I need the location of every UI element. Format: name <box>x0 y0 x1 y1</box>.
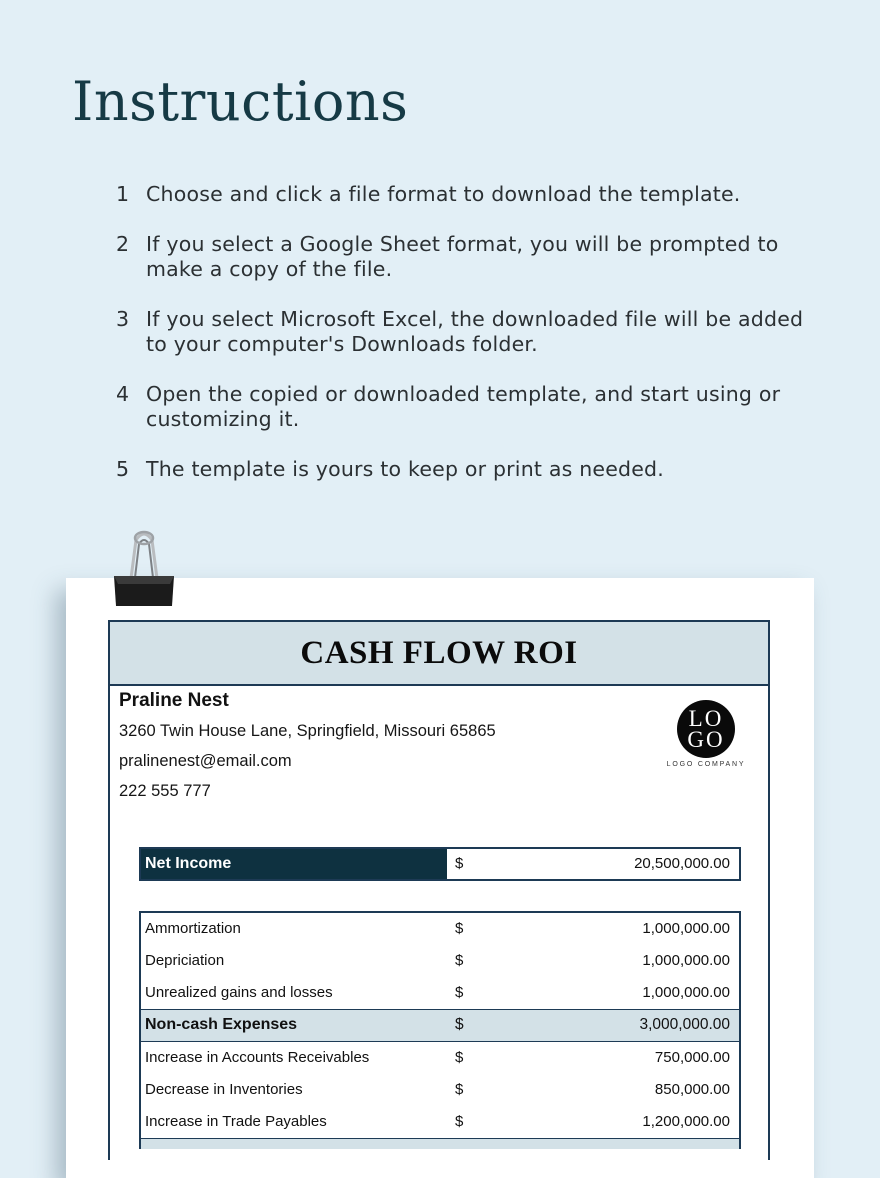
logo-text-line1: LO <box>688 706 724 731</box>
company-logo <box>666 700 746 768</box>
company-address: 3260 Twin House Lane, Springfield, Missouri 65865 <box>119 722 496 740</box>
subtotal-label: Non-cash Expenses <box>145 1016 298 1033</box>
row-currency: $ <box>455 1113 464 1130</box>
company-info <box>119 688 496 806</box>
company-name: Praline Nest <box>119 690 229 711</box>
net-income-value: 20,500,000.00 <box>634 855 730 872</box>
row-value: 750,000.00 <box>654 1049 730 1066</box>
instruction-step <box>116 382 816 432</box>
row-label: Ammortization <box>145 920 241 937</box>
cash-flow-table <box>139 911 741 1149</box>
step-number: 3 <box>116 307 130 331</box>
row-label: Decrease in Inventories <box>145 1081 303 1098</box>
instruction-step <box>116 182 816 207</box>
row-currency: $ <box>455 952 464 969</box>
table-row <box>141 977 739 1009</box>
step-text: The template is yours to keep or print as needed. <box>146 457 664 481</box>
instruction-list <box>116 182 816 507</box>
row-label: Unrealized gains and losses <box>145 984 333 1001</box>
step-number: 4 <box>116 382 130 406</box>
subtotal-value: 3,000,000.00 <box>639 1016 730 1033</box>
step-text: Open the copied or downloaded template, and start using or customizing it. <box>146 382 781 431</box>
step-text: Choose and click a file format to download the template. <box>146 182 741 206</box>
logo-mark <box>677 700 735 758</box>
row-currency: $ <box>455 1049 464 1066</box>
document-title: CASH FLOW ROI <box>300 634 578 671</box>
company-email: pralinenest@email.com <box>119 752 292 770</box>
row-currency: $ <box>455 1081 464 1098</box>
net-income-row <box>139 847 741 881</box>
table-row <box>141 945 739 977</box>
table-row <box>141 1042 739 1074</box>
row-value: 1,000,000.00 <box>642 920 730 937</box>
step-number: 5 <box>116 457 130 481</box>
row-value: 850,000.00 <box>654 1081 730 1098</box>
row-currency: $ <box>455 920 464 937</box>
step-text: If you select a Google Sheet format, you will be prompted to make a copy of the file. <box>146 232 779 281</box>
subtotal-currency: $ <box>455 1016 464 1033</box>
table-row <box>141 913 739 945</box>
row-label: Increase in Accounts Receivables <box>145 1049 370 1066</box>
instruction-step <box>116 457 816 482</box>
instruction-step <box>116 307 816 357</box>
page-title: Instructions <box>72 70 409 133</box>
instruction-step <box>116 232 816 282</box>
document-header <box>110 622 768 686</box>
company-phone: 222 555 777 <box>119 782 211 800</box>
table-row <box>141 1106 739 1138</box>
row-label: Depriciation <box>145 952 225 969</box>
row-label: Increase in Trade Payables <box>145 1113 327 1130</box>
net-income-label: Net Income <box>141 849 447 879</box>
logo-text-line2: GO <box>687 727 725 752</box>
logo-caption: LOGO COMPANY <box>666 761 746 768</box>
step-number: 1 <box>116 182 130 206</box>
cash-flow-document <box>108 620 770 1160</box>
row-value: 1,200,000.00 <box>642 1113 730 1130</box>
table-row <box>141 1074 739 1106</box>
subtotal-row <box>141 1009 739 1042</box>
row-currency: $ <box>455 984 464 1001</box>
row-value: 1,000,000.00 <box>642 952 730 969</box>
step-number: 2 <box>116 232 130 256</box>
step-text: If you select Microsoft Excel, the downloaded file will be added to your computer's Downloads folder. <box>146 307 804 356</box>
binder-clip-icon <box>108 526 180 610</box>
net-income-currency: $ <box>455 855 464 872</box>
row-value: 1,000,000.00 <box>642 984 730 1001</box>
